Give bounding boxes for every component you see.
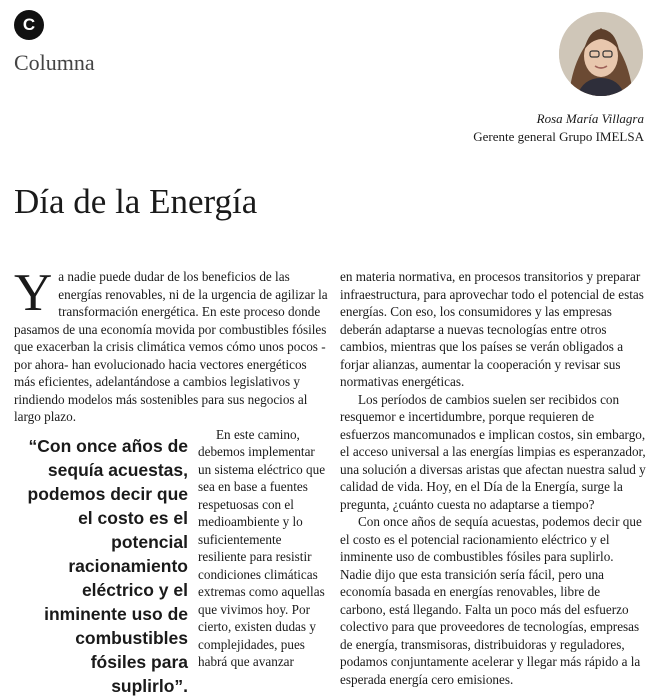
article-title: Día de la Energía [14,182,258,221]
badge-letter: C [22,15,36,34]
pull-quote: “Con once años de sequía acuestas, podemos decir que el costo es el potencial racionamiento eléctrico y el inminente uso de combustibles fósiles para suplirlo”. [27,435,188,696]
author-role: Gerente general Grupo IMELSA [473,129,644,144]
paragraph-3: en materia normativa, en procesos transitorios y preparar infraestructura, para aprovechar todo el potencial de estas energías. Con eso, los consumidores y las empresas deberán adaptarse a nuevas tecnologías entre otros cambios, mientras que los países se verán obligados a forjar alianzas, aumentar la cooperación y revisar sus normativas energéticas. [340,269,644,389]
article-column-2 [340,268,646,688]
author-name: Rosa María Villagra [536,111,644,126]
paragraph-4: Los períodos de cambios suelen ser recibidos con resquemor e incertidumbre, porque requieren de esfuerzos mancomunados e implican costos, sin embargo, el acceso universal a las energías limpias es esperanzador, una solución a diversas aristas que afectan nuestra salud y calidad de vida. Hoy, en el Día de la Energía, surge la pregunta, ¿cuánto cuesta no adaptarse a tiempo? [340,391,646,512]
author-photo [559,12,643,96]
author-photo-illustration [559,12,643,96]
paragraph-5: Con once años de sequía acuestas, podemos decir que el costo es el potencial racionamiento eléctrico y el inminente uso de combustibles fósiles para suplirlo. Nadie dijo que esta transición sería fácil, pero una economía basada en energías renovables, libre de carbono, está llegando. Falta un poco más del esfuerzo colectivo para que proveedores de tecnologías, empresas de energía, transmisoras, distribuidoras y reguladores, podamos conjuntamente acelerar y llegar más rápido a la esperada energía cero emisiones. [340,514,642,687]
paragraph-1 [14,264,328,426]
section-label: Columna [14,50,95,75]
drop-cap: Y [14,264,53,322]
author-byline [473,110,644,146]
paragraph-1-text: a nadie puede dudar de los beneficios de las energías renovables, ni de la urgencia de agilizar la transformación energética. En este proceso donde pasamos de una economía movida por combustibles fósiles que exacerban la crisis climática vemos cómo unos pocos -por ahora- han evolucionado hacia vectores energéticos más eficientes, adelantándose a cambios legislativos y rindiendo modelos más sostenibles para sus negocios al largo plazo. [14,269,328,424]
paragraph-2: En este camino, debemos implementar un sistema eléctrico que sea en base a fuentes respetuosas con el medioambiente y lo suficientemente resiliente para resistir condiciones climáticas extremas como aquellas que vivimos hoy. Por cierto, existen dudas y complejidades, pues habrá que avanzar [198,426,326,669]
column-badge [14,10,44,40]
article-column-1 [14,264,328,700]
